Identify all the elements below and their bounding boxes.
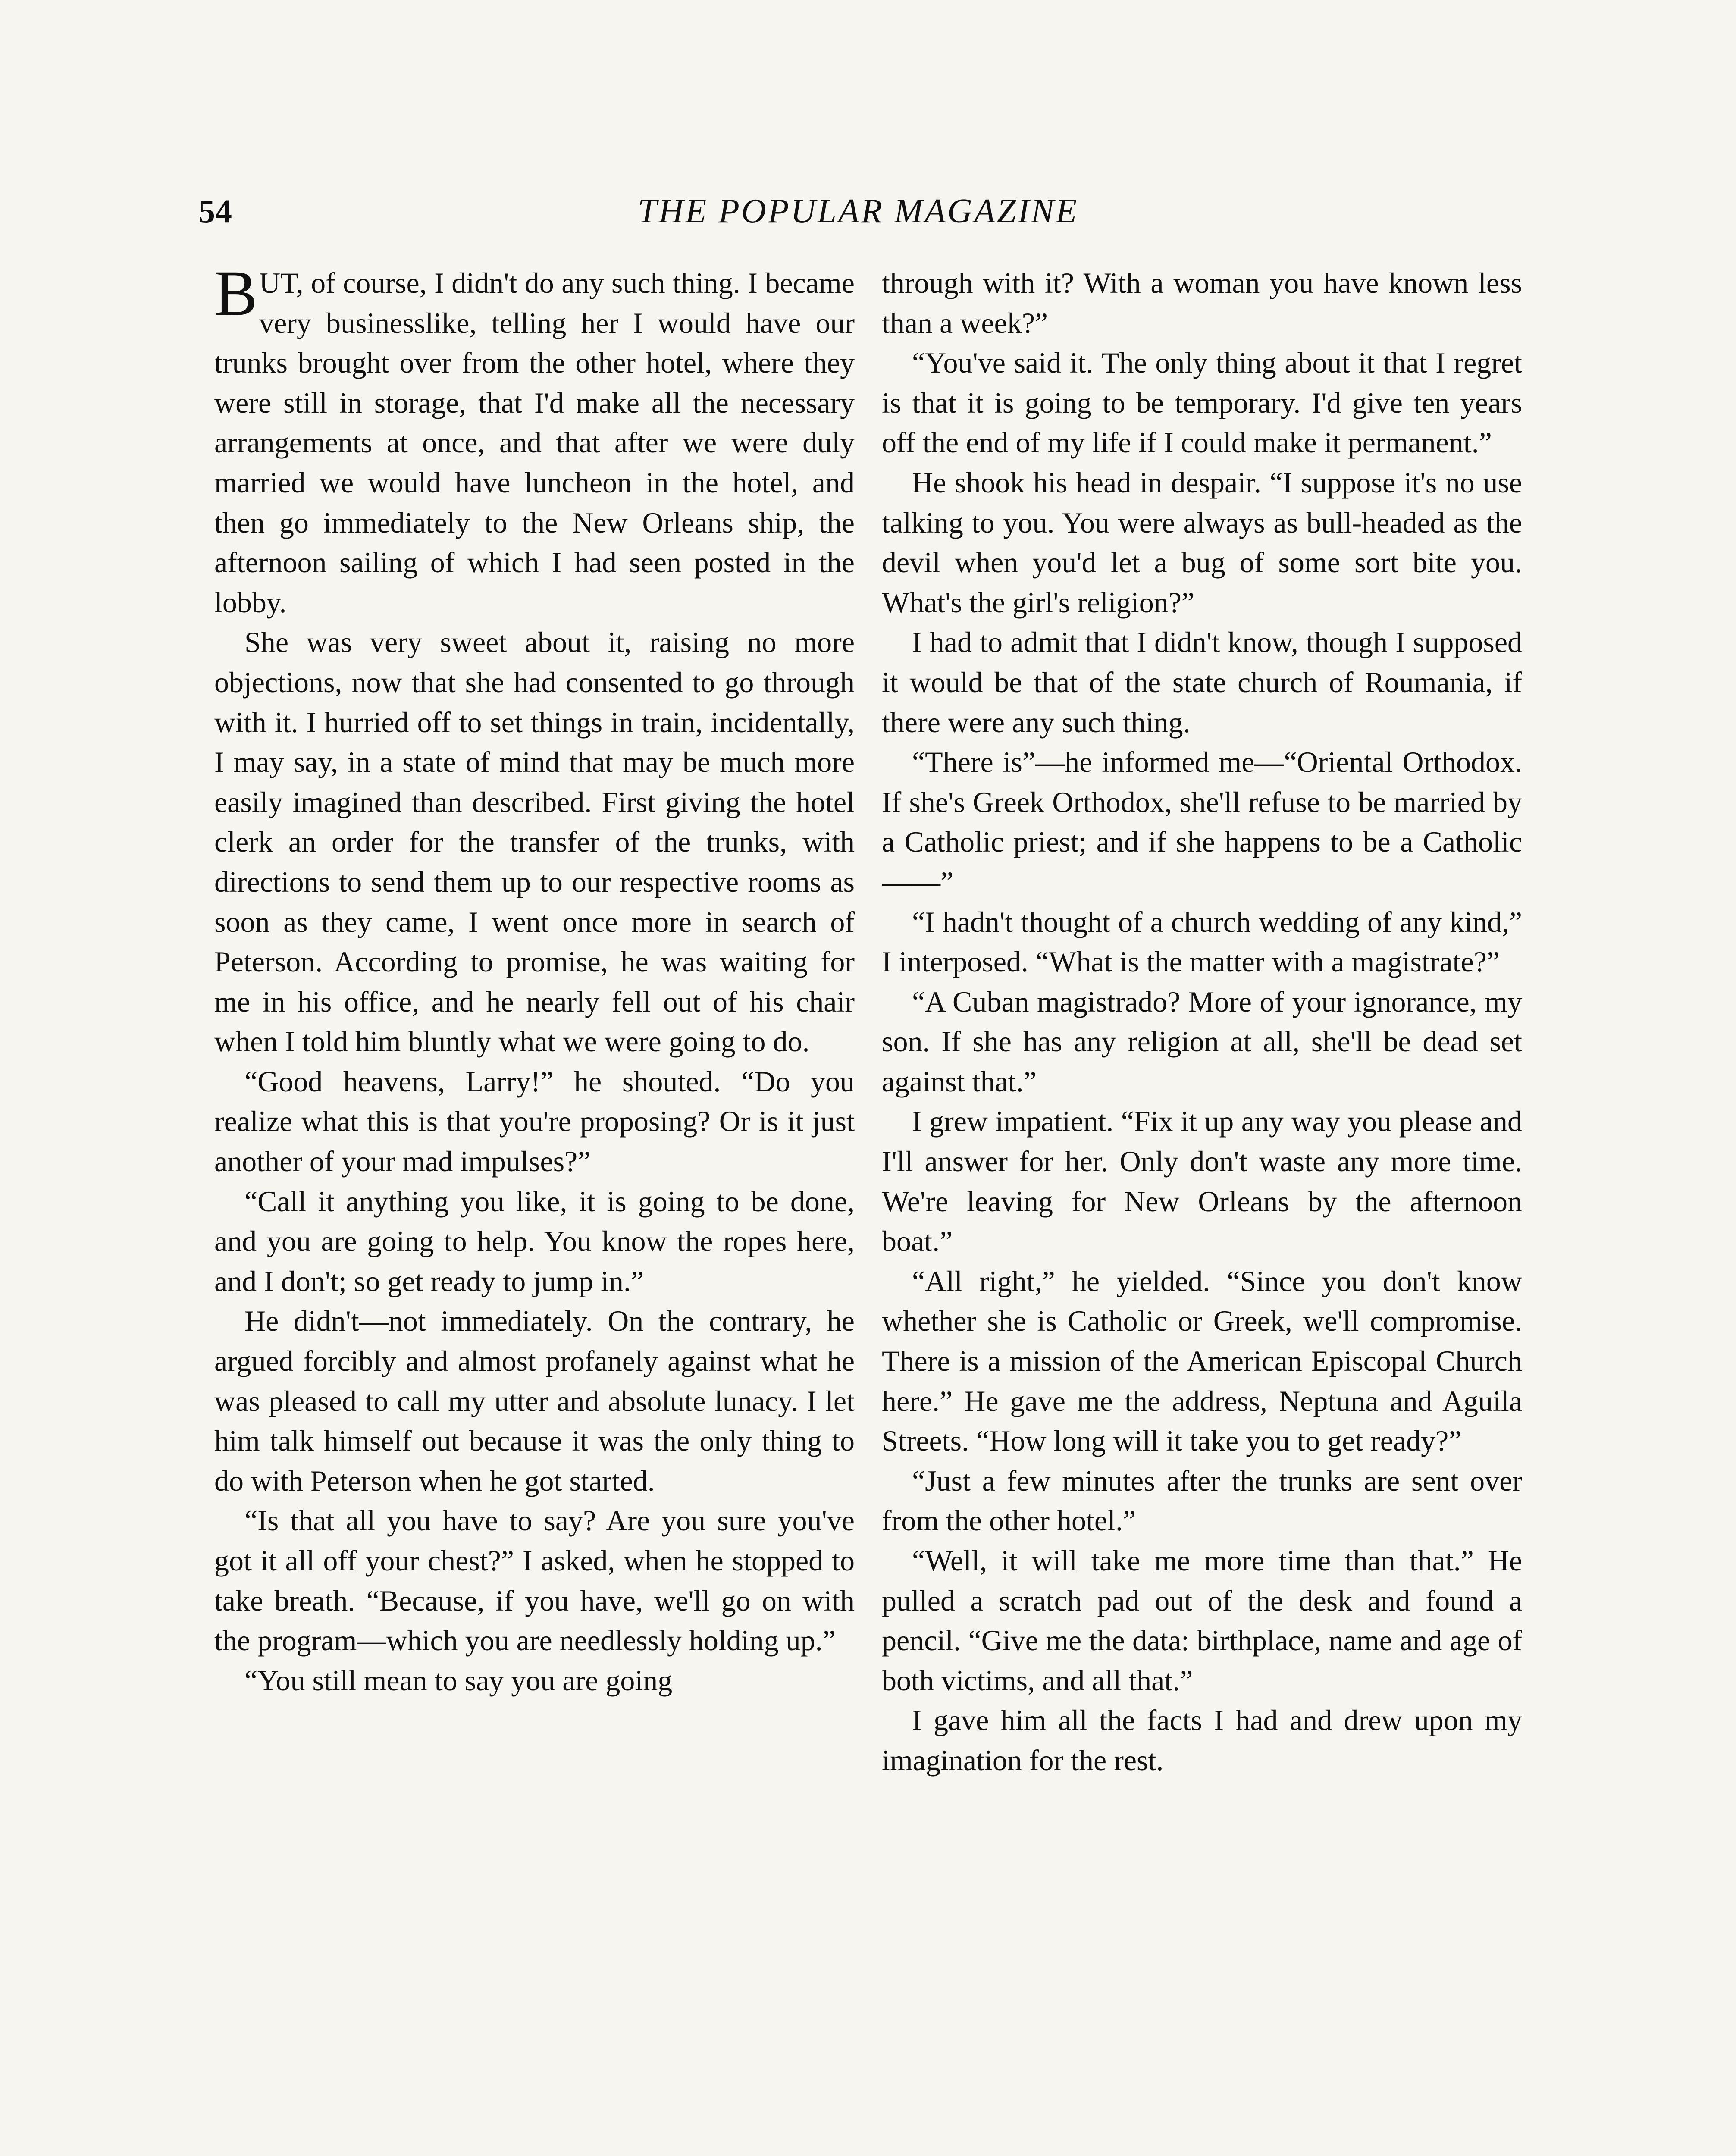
paragraph: “Good heavens, Larry!” he shouted. “Do you realize what this is that you're proposing? Or is it just another of your mad impulses?”: [214, 1065, 855, 1178]
paragraph: She was very sweet about it, raising no more objections, now that she had consented to go through with it. I hurried off to set things in train, incidentally, I may say, in a state of mind that may be much more easily imagined than described. First giving the hotel clerk an order for the transfer of the trunks, with directions to send them up to our respective rooms as soon as they came, I went once more in search of Peterson. According to promise, he was waiting for me in his office, and he nearly fell out of his chair when I told him bluntly what we were going to do.: [214, 626, 855, 1058]
page-number: 54: [198, 192, 232, 230]
paragraph: He shook his head in despair. “I suppose it's no use talking to you. You were always as bull-headed as the devil when you'd let a bug of some sort bite you. What's the girl's religion?”: [882, 466, 1522, 619]
paragraph: “Call it anything you like, it is going to be done, and you are going to help. You know the ropes here, and I don't; so get ready to jump in.”: [214, 1185, 855, 1297]
paragraph: [214, 263, 855, 622]
right-column: [882, 263, 1522, 2156]
paragraph: “A Cuban magistrado? More of your ignorance, my son. If she has any religion at all, she'll be dead set against that.”: [882, 985, 1522, 1098]
paragraph: “Just a few minutes after the trunks are sent over from the other hotel.”: [882, 1464, 1522, 1537]
paragraph: “All right,” he yielded. “Since you don't know whether she is Catholic or Greek, we'll compromise. There is a mission of the American Episcopal Church here.” He gave me the address, Neptuna and Aguila Streets. “How long will it take you to get ready?”: [882, 1264, 1522, 1457]
running-title: THE POPULAR MAGAZINE: [637, 192, 1079, 230]
left-column: [214, 263, 855, 2156]
paragraph: “Well, it will take me more time than that.” He pulled a scratch pad out of the desk and found a pencil. “Give me the data: birthplace, name and age of both victims, and all that.”: [882, 1544, 1522, 1697]
paragraph: I had to admit that I didn't know, though I supposed it would be that of the state church of Roumania, if there were any such thing.: [882, 626, 1522, 739]
paragraph: “You still mean to say you are going: [244, 1664, 673, 1697]
paragraph: “There is”—he informed me—“Oriental Orthodox. If she's Greek Orthodox, she'll refuse to be married by a Catholic priest; and if she happens to be a Catholic——”: [882, 746, 1522, 898]
paragraph: I gave him all the facts I had and drew upon my imagination for the rest.: [882, 1704, 1522, 1777]
paragraph: I grew impatient. “Fix it up any way you please and I'll answer for her. Only don't waste any more time. We're leaving for New Orleans by the afternoon boat.”: [882, 1105, 1522, 1258]
paragraph: “You've said it. The only thing about it that I regret is that it is going to be temporary. I'd give ten years off the end of my life if I could make it permanent.”: [882, 346, 1522, 459]
paragraph: He didn't—not immediately. On the contrary, he argued forcibly and almost profanely against what he was pleased to call my utter and absolute lunacy. I let him talk himself out because it was the only thing to do with Peterson when he got started.: [214, 1304, 855, 1497]
paragraph-text: UT, of course, I didn't do any such thing. I became very businesslike, telling her I would have our trunks brought over from the other hotel, where they were still in storage, that I'd make all the necessary arrangements at once, and that after we were duly married we would have luncheon in the hotel, and then go immediately to the New Orleans ship, the afternoon sailing of which I had seen posted in the lobby.: [214, 266, 855, 619]
page-header: [198, 185, 1518, 237]
drop-cap: B: [214, 263, 258, 329]
paragraph: “I hadn't thought of a church wedding of any kind,” I interposed. “What is the matter with a magistrate?”: [882, 905, 1522, 978]
paragraph-continuation: through with it? With a woman you have known less than a week?”: [882, 266, 1522, 339]
paragraph: “Is that all you have to say? Are you sure you've got it all off your chest?” I asked, when he stopped to take breath. “Because, if you have, we'll go on with the program—which you are needlessly holding up.”: [214, 1504, 855, 1657]
